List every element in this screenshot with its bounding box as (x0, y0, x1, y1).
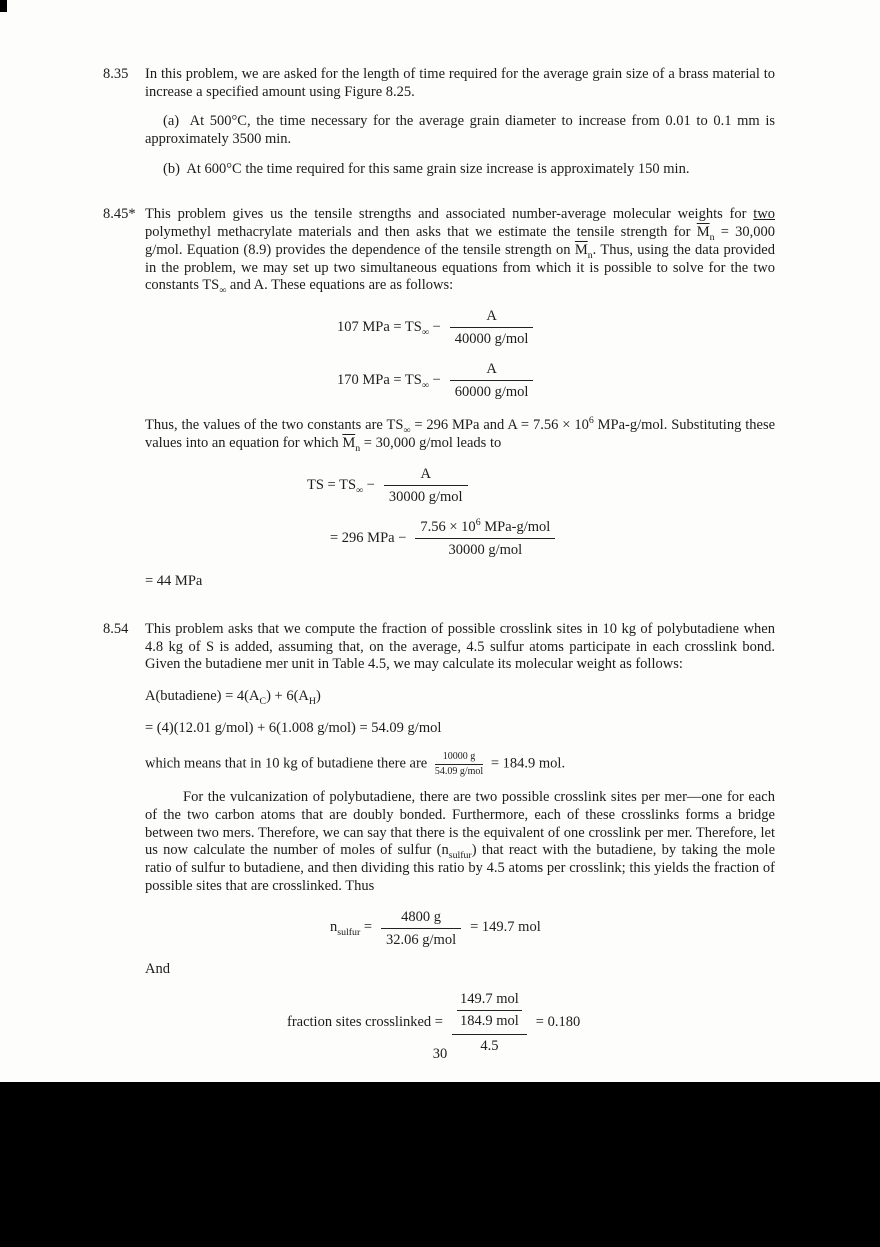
equation-lhs: = 44 MPa (145, 573, 203, 590)
equation-lhs: TS = $TS_\infty$ − (307, 476, 375, 496)
fraction-numerator: 10000 g (435, 751, 483, 765)
equation-lhs: = (4)(12.01 g/mol) + 6(1.008 g/mol) = 54.09 g/mol (145, 719, 442, 736)
fraction-outer-numerator (452, 990, 527, 1034)
equation-lhs: 107 MPa = $TS_\infty$ − (337, 318, 441, 338)
problem-number: 8.45* (103, 206, 136, 223)
equation-n-sulfur (330, 908, 775, 949)
fraction-numerator: A (450, 307, 534, 328)
fraction-inner-numerator: 149.7 mol (457, 990, 522, 1010)
problem-number: 8.35 (103, 66, 129, 82)
equation-a-butadiene (145, 688, 775, 706)
equation-lhs: = 296 MPa − (330, 529, 407, 546)
fraction-numerator: A (384, 465, 468, 486)
fraction (415, 518, 555, 559)
inline-text-pre: which means that in 10 kg of butadiene there are (145, 755, 428, 772)
problem-body (145, 66, 775, 190)
fraction (384, 465, 468, 506)
equation-rhs: = 0.180 (535, 1013, 581, 1030)
fraction-denominator: 40000 g/mol (454, 331, 529, 347)
inline-text-post: = 184.9 mol. (490, 755, 566, 772)
page-number-label: 30 (432, 1046, 448, 1062)
fraction-denominator: 54.09 g/mol (434, 765, 484, 777)
problem-body (145, 621, 775, 1067)
fraction-denominator: 32.06 g/mol (386, 931, 457, 948)
equation-result-44 (145, 573, 775, 591)
problem-8-54 (103, 621, 775, 1067)
paragraph: Thus, the values of the two constants are $TS_\infty = 296$ MPa and $A = 7.56 \times 10^6$ MPa-g/mol. Substituting these values into an equation for which $\overline{M}_n = 30,000$ g/mol leads to (145, 415, 776, 454)
equation-lhs: $n_{sulfur}$ = (330, 919, 373, 939)
fraction-denominator: 60000 g/mol (454, 384, 529, 401)
equation-lhs: 170 MPa = $TS_\infty$ − (337, 371, 441, 391)
equation-rhs: = 149.7 mol (470, 919, 541, 936)
equation-lhs: A(butadiene) = $4(A_C) + 6(A_H)$ (145, 688, 321, 707)
part-a: (a) At 500°C, the time necessary for the average grain diameter to increase from 0.01 to 0.1 mm is approximately 3500 min. (145, 113, 775, 148)
fraction-inner (457, 990, 522, 1029)
fraction-outer-denominator: 4.5 (480, 1037, 499, 1054)
scan-artifact-corner (0, 0, 7, 12)
fraction-numerator: 4800 g (381, 908, 461, 929)
equation-107 (337, 307, 775, 348)
equation-296 (330, 518, 775, 559)
paragraph: This problem gives us the tensile strengths and associated number-average molecular weights for two polymethyl methacrylate materials and then asks that we estimate the tensile strength for $\overline{M}_n = 30,000$ g/mol. Equation (8.9) provides the dependence of the tensile strength on $\overline{M}_n$. Thus, using the data provided in the problem, we may set up two simultaneous equations from which it is possible to solve for the two constants $TS_\infty$ and A. These equations are as follows: (145, 206, 775, 297)
paragraph: In this problem, we are asked for the length of time required for the average grain size of a brass material to increase a specified amount using Figure 8.25. (145, 66, 775, 100)
inline-fraction (435, 751, 483, 777)
equation-a-butadiene-2 (145, 720, 775, 738)
equation-170 (337, 360, 775, 401)
problem-8-35 (103, 66, 775, 190)
part-b: (b) At 600°C the time required for this same grain size increase is approximately 150 min. (163, 160, 690, 177)
problem-8-45 (103, 206, 775, 605)
fraction-inner-denominator: 184.9 mol (459, 1012, 519, 1029)
fraction (450, 307, 534, 348)
paragraph: This problem asks that we compute the fraction of possible crosslink sites in 10 kg of polybutadiene when 4.8 kg of S is added, assuming that, on the average, 4.5 sulfur atoms participate in each crosslink bond. Given the butadiene mer unit in Table 4.5, we may calculate its molecular weight as follows: (145, 620, 775, 673)
problem-number: 8.54 (103, 620, 129, 637)
paragraph-with-inline-fraction (145, 751, 775, 777)
fraction (450, 360, 534, 401)
fraction-numerator: A (450, 360, 534, 381)
fraction-denominator: 30000 g/mol (448, 542, 523, 559)
fraction (381, 908, 461, 949)
and-label: And (145, 960, 170, 977)
fraction-numerator: $7.56 \times 10^6$ MPa-g/mol (415, 518, 555, 539)
paragraph: For the vulcanization of polybutadiene, there are two possible crosslink sites per mer—one for each of the two carbon atoms that are doubly bonded. Furthermore, each of these crosslinks forms a bridge between two mers. Therefore, we can say that there is the equivalent of one crosslink per mer. Therefore, let us now calculate the number of moles of sulfur $(n_{sulfur})$ that react with the butadiene, by taking the mole ratio of sulfur to butadiene, and then dividing this ratio by 4.5 atoms per crosslink; this yields the fraction of possible sites that are crosslinked. Thus (145, 789, 776, 894)
fraction-denominator: 30000 g/mol (388, 488, 463, 505)
problem-body (145, 206, 775, 605)
equation-lhs: fraction sites crosslinked = (287, 1013, 443, 1030)
equation-ts (307, 465, 775, 506)
